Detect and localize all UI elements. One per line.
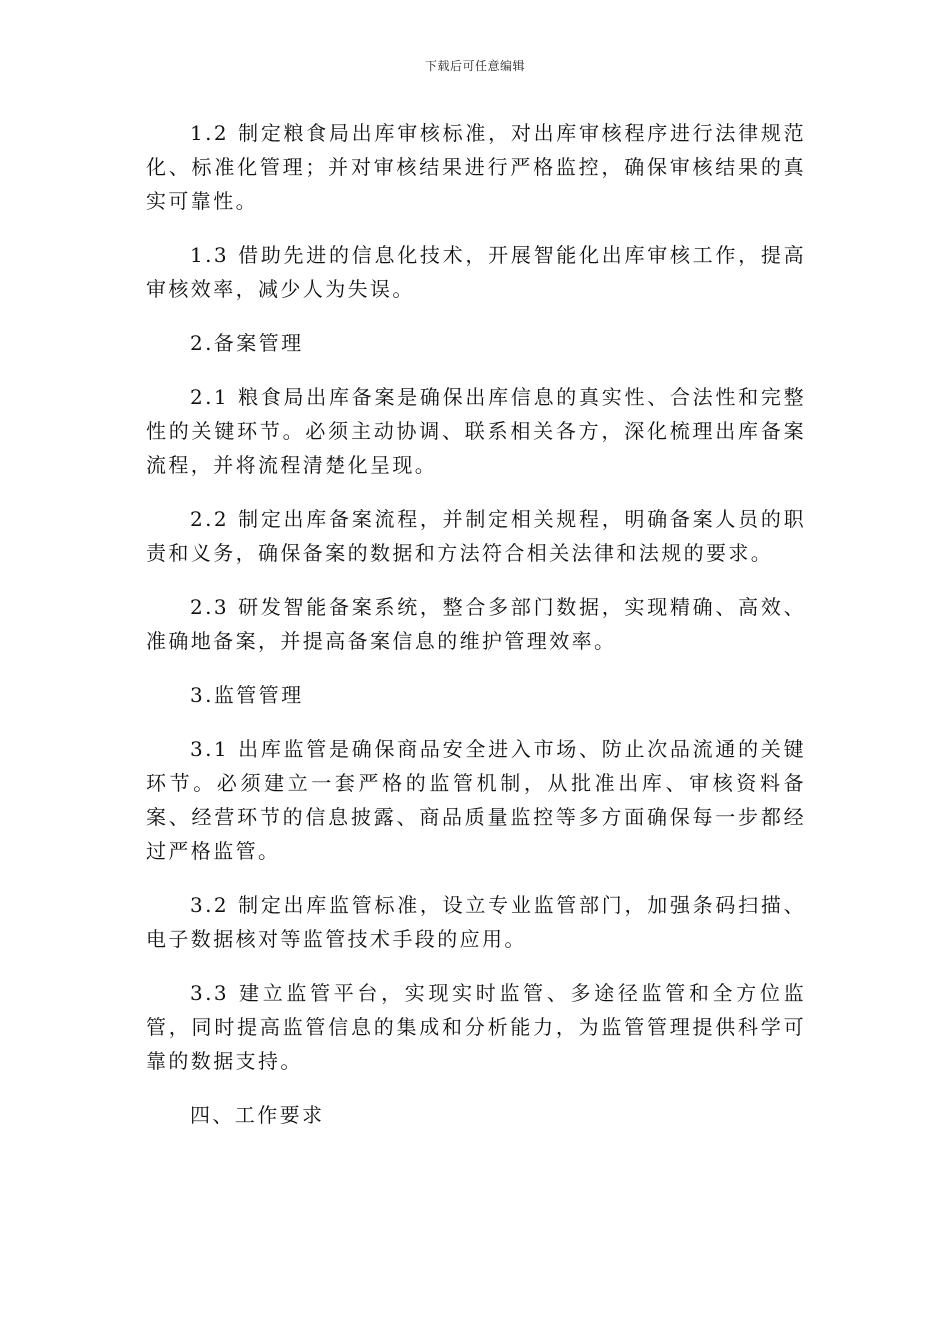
paragraph-3-3: 3.3 建立监管平台，实现实时监管、多途径监管和全方位监管，同时提高监管信息的集成和分析能力，为监管管理提供科学可靠的数据支持。 bbox=[146, 981, 806, 1073]
section-heading-filing: 2.备案管理 bbox=[190, 331, 304, 355]
paragraph-1-2: 1.2 制定粮食局出库审核标准，对出库审核程序进行法律规范化、标准化管理；并对审核结果进行严格监控，确保审核结果的真实可靠性。 bbox=[146, 121, 806, 213]
paragraph-2-1: 2.1 粮食局出库备案是确保出库信息的真实性、合法性和完整性的关键环节。必须主动协调、联系相关各方，深化梳理出库备案流程，并将流程清楚化呈现。 bbox=[146, 385, 806, 477]
document-body bbox=[146, 116, 806, 1152]
paragraph-3-2: 3.2 制定出库监管标准，设立专业监管部门，加强条码扫描、电子数据核对等监管技术手段的应用。 bbox=[146, 893, 806, 951]
section-heading-work-requirements: 四、工作要求 bbox=[190, 1103, 325, 1127]
paragraph-2-2: 2.2 制定出库备案流程，并制定相关规程，明确备案人员的职责和义务，确保备案的数据和方法符合相关法律和法规的要求。 bbox=[146, 507, 806, 565]
section-heading-supervision: 3.监管管理 bbox=[190, 683, 304, 707]
paragraph-1-3: 1.3 借助先进的信息化技术，开展智能化出库审核工作，提高审核效率，减少人为失误。 bbox=[146, 243, 806, 301]
paragraph-2-3: 2.3 研发智能备案系统，整合多部门数据，实现精确、高效、准确地备案，并提高备案信息的维护管理效率。 bbox=[146, 595, 806, 653]
page-header: 下载后可任意编辑 bbox=[424, 59, 525, 73]
paragraph-3-1: 3.1 出库监管是确保商品安全进入市场、防止次品流通的关键环节。必须建立一套严格的监管机制，从批准出库、审核资料备案、经营环节的信息披露、商品质量监控等多方面确保每一步都经过严格监管。 bbox=[146, 737, 806, 863]
